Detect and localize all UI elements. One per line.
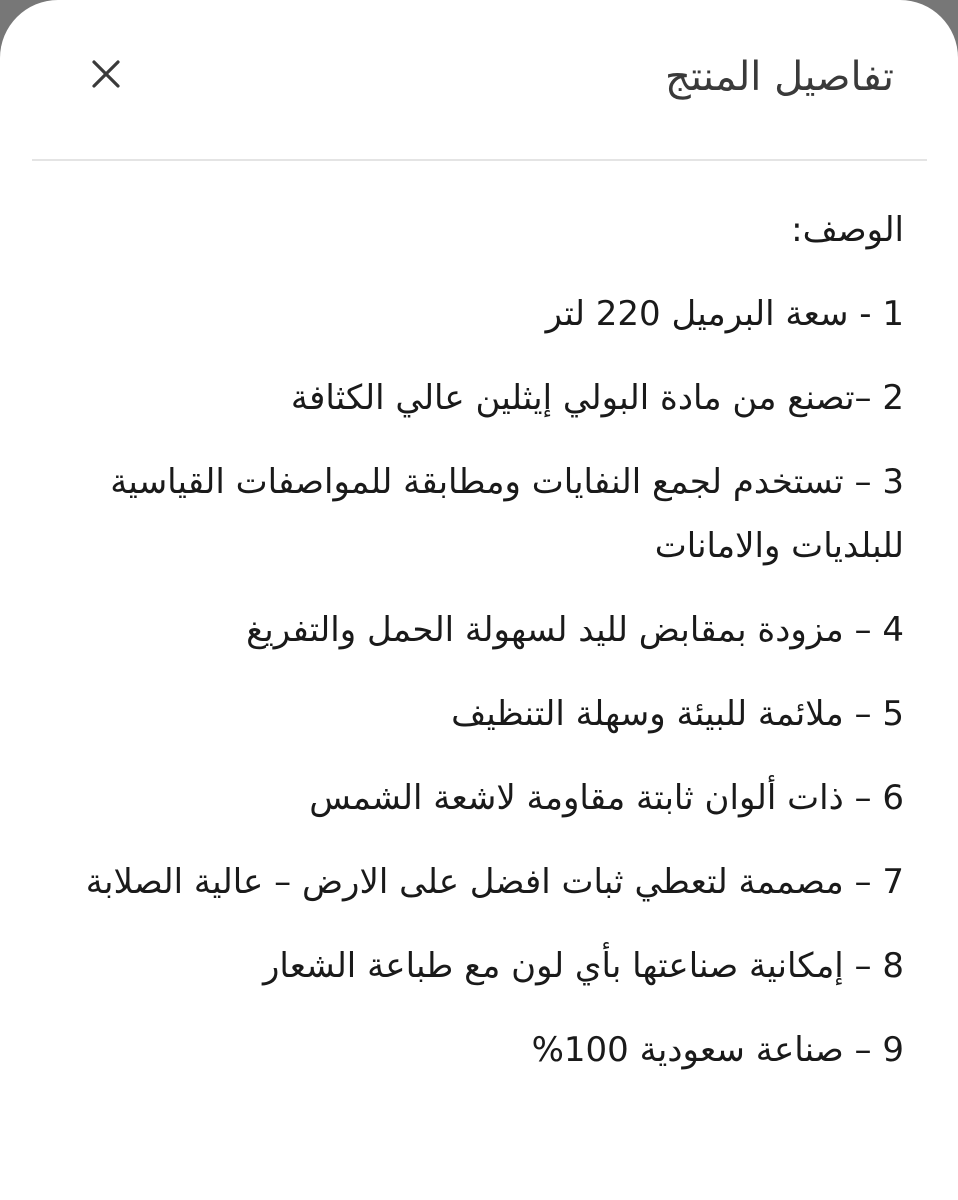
description-heading: الوصف: [791, 210, 904, 250]
description-item: 1 - سعة البرميل 220 لتر [545, 294, 904, 334]
description-section [60, 198, 904, 1102]
description-item: 4 – مزودة بمقابض لليد لسهولة الحمل والتفريغ [246, 610, 904, 650]
description-item: 8 – إمكانية صناعتها بأي لون مع طباعة الشعار [262, 946, 904, 986]
sheet-header [0, 0, 958, 160]
description-item: 7 – مصممة لتعطي ثبات افضل على الارض – عالية الصلابة [85, 862, 904, 902]
description-item: 2 –تصنع من مادة البولي إيثلين عالي الكثافة [290, 378, 904, 418]
description-item: 6 – ذات ألوان ثابتة مقاومة لاشعة الشمس [309, 778, 904, 818]
description-item: 9 – صناعة سعودية 100% [531, 1030, 904, 1070]
close-button[interactable] [84, 52, 128, 96]
header-divider [32, 159, 927, 161]
close-icon [91, 59, 121, 89]
description-item: 5 – ملائمة للبيئة وسهلة التنظيف [451, 694, 904, 734]
page-title: تفاصيل المنتج [665, 54, 894, 100]
description-item: 3 – تستخدم لجمع النفايات ومطابقة للمواصفات القياسية للبلديات والامانات [110, 462, 904, 566]
